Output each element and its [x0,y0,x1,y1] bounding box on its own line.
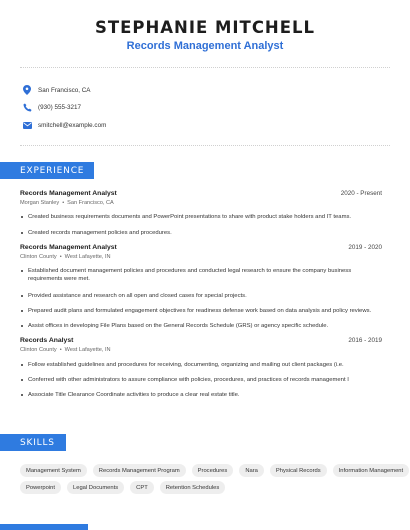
list-item: Provided assistance and research on all open and closed cases for special projects. [20,292,380,300]
job-location: San Francisco, CA [67,200,114,206]
job-entry [20,337,382,353]
list-item: Associate Title Clearance Coordinate activities to produce a clear real estate title. [20,391,380,399]
job-bullets [20,213,380,221]
job-company-line [20,254,382,260]
skill-chip: Records Management Program [93,464,186,477]
resume-name: STEPHANIE MITCHELL [94,18,316,37]
separator-dot: • [62,200,65,206]
job-dates: 2020 - Present [340,190,382,197]
skill-chip: Nara [239,464,264,477]
section-header-next [0,524,88,530]
header-divider [20,67,390,68]
job-bullets [20,307,380,315]
job-title: Records Management Analyst [20,244,117,251]
list-item: Established document management policies and procedures and conducted legal research to ensure the company business requirements were met. [20,267,380,283]
job-bullets [20,229,380,237]
skill-chip: Management System [20,464,87,477]
resume-job-title: Records Management Analyst [126,40,284,52]
job-company: Clinton County [20,347,57,353]
job-bullets [20,292,380,300]
map-pin-icon [20,83,34,97]
list-item: Created records management policies and procedures. [20,229,380,237]
job-bullets [20,391,380,399]
job-dates: 2016 - 2019 [348,337,382,344]
job-company-line [20,200,382,206]
contact-location-text: San Francisco, CA [38,86,91,94]
contact-phone [20,100,81,114]
separator-dot: • [59,254,62,260]
list-item: Assist offices in developing File Plans based on the General Records Schedule (GRS) or agency specific schedule. [20,322,380,330]
job-bullets [20,376,380,384]
job-title: Records Management Analyst [20,190,117,197]
contact-phone-text: (930) 555-3217 [38,103,82,111]
section-header-skills: SKILLS [0,434,66,451]
section-header-experience: EXPERIENCE [0,162,94,179]
job-bullets [20,322,380,330]
list-item: Prepared audit plans and formulated engagement objectives for readiness defense work based on data analysis and policy reviews. [20,307,380,315]
job-company: Clinton County [20,254,57,260]
contact-email [20,118,106,132]
skills-row [20,464,409,477]
skill-chip: Legal Documents [67,481,124,494]
contact-location [20,83,91,97]
job-company: Morgan Stanley [20,200,60,206]
separator-dot: • [59,347,62,353]
phone-icon [20,100,34,114]
contact-email-text: smitchell@example.com [38,121,107,129]
skill-chip: Retention Schedules [160,481,226,494]
job-title: Records Analyst [20,337,74,344]
skill-chip: CPT [130,481,154,494]
job-dates: 2019 - 2020 [348,244,382,251]
envelope-icon [20,118,34,132]
job-entry [20,190,382,206]
skill-chip: Procedures [192,464,234,477]
skill-chip: Physical Records [270,464,327,477]
skill-chip: Information Management [333,464,409,477]
job-company-line [20,347,382,353]
job-bullets [20,361,380,369]
job-entry [20,244,382,260]
job-location: West Lafayette, IN [64,347,111,353]
list-item: Conferred with other administrators to assure compliance with policies, procedures, and practices of records management I [20,376,380,384]
contact-divider [20,145,390,146]
job-location: West Lafayette, IN [64,254,111,260]
skill-chip: Powerpoint [20,481,61,494]
job-bullets [20,267,380,283]
skills-row [20,481,225,494]
list-item: Follow established guidelines and procedures for receiving, documenting, organizing and mailing out client packages (i.e. [20,361,380,369]
list-item: Created business requirements documents and PowerPoint presentations to share with product stake holders and IT teams. [20,213,380,221]
